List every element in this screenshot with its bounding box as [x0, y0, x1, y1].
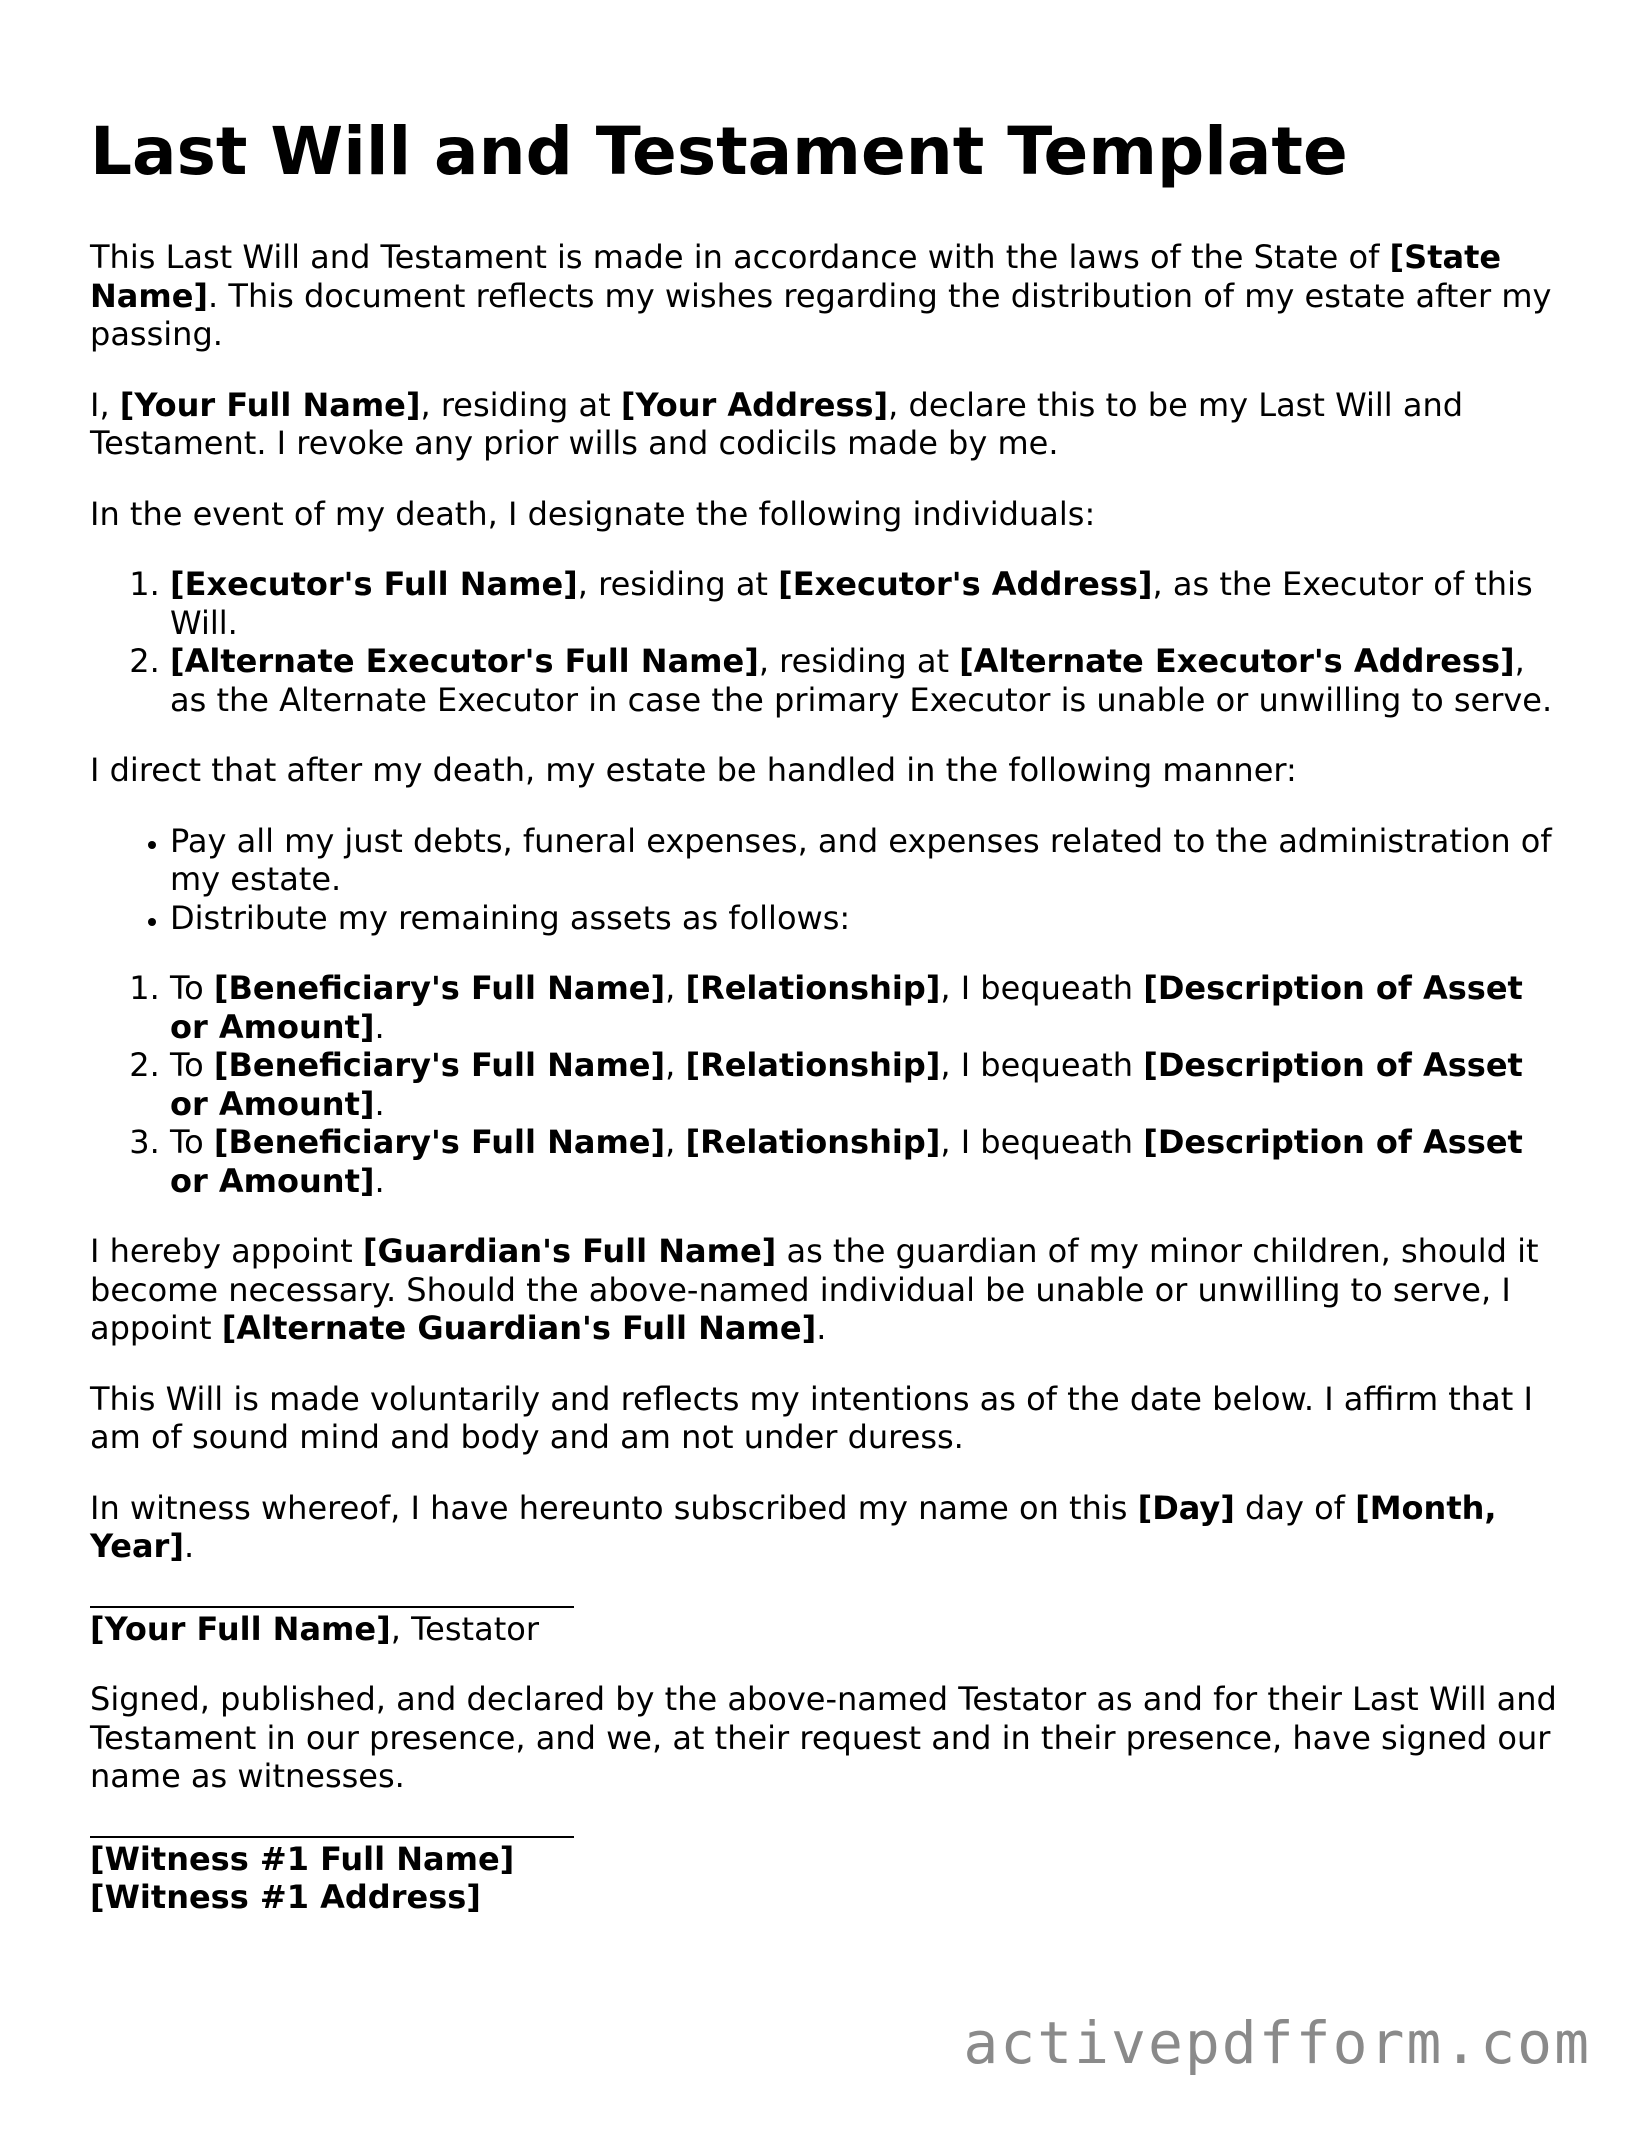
your-address-placeholder: [Your Address] [620, 385, 889, 424]
guardian-text: . [816, 1309, 827, 1347]
executor-address-placeholder: [Executor's Address] [778, 565, 1153, 603]
alternate-executor-text: , residing at [758, 642, 960, 680]
asset-description-placeholder: [Description of Asset or Amount] [170, 969, 1523, 1046]
testator-signature-block [90, 1606, 1560, 1649]
executor-name-placeholder: [Executor's Full Name] [170, 565, 578, 603]
document-title: Last Will and Testament Template [90, 113, 1348, 190]
designate-paragraph: In the event of my death, I designate the following individuals: [90, 494, 1096, 533]
witness1-address-text: [Witness #1 Address] [90, 1878, 481, 1916]
your-full-name-placeholder: [Your Full Name] [119, 385, 421, 424]
bequest-text: , I bequeath [940, 1123, 1144, 1161]
witness1-signature-line [90, 1836, 574, 1838]
intro-paragraph [90, 238, 1560, 354]
witness1-name-placeholder [90, 1840, 1560, 1879]
asset-description-placeholder: [Description of Asset or Amount] [170, 1123, 1523, 1200]
witness1-name-text: [Witness #1 Full Name] [90, 1839, 515, 1878]
watermark: activepdfform.com [963, 2009, 1591, 2077]
bequest-text: , I bequeath [940, 1046, 1144, 1084]
document-body [90, 112, 1560, 1949]
alternate-executor-item [170, 642, 1560, 719]
asset-description-placeholder: [Description of Asset or Amount] [170, 1046, 1523, 1123]
testator-label: , Testator [390, 1609, 539, 1648]
guardian-text: as the guardian of my minor children, should it become necessary. Should the above-named individual be unable or unwilling to serve, I appoint [90, 1232, 1539, 1347]
guardian-paragraph [90, 1232, 1560, 1348]
beneficiary-name-placeholder: [Beneficiary's Full Name] [213, 969, 666, 1007]
attestation-paragraph: Signed, published, and declared by the above-named Testator as and for their Last Will and Testament in our presence, and we, at their request and in their presence, have signed our name as witnesses. [90, 1680, 1557, 1795]
declaration-paragraph [90, 386, 1560, 463]
testator-name-placeholder: [Your Full Name] [90, 1609, 391, 1648]
witness-whereof-text: . [183, 1527, 195, 1565]
bequest-text: To [170, 1046, 214, 1084]
executor-text: , as the Executor of this Will. [170, 565, 1533, 642]
bequest-text: To [170, 1123, 214, 1161]
alternate-guardian-name-placeholder: [Alternate Guardian's Full Name] [221, 1309, 817, 1347]
bequest-text: , [665, 1046, 686, 1084]
executor-list [90, 565, 1560, 719]
estate-instructions-list [90, 822, 1560, 938]
bequest-text: , I bequeath [940, 969, 1144, 1007]
declaration-text-end: , declare this to be my Last Will and Testament. I revoke any prior wills and codicils made by me. [90, 385, 1464, 462]
testator-signature-caption [90, 1610, 1560, 1649]
intro-text-end: . This document reflects my wishes regarding the distribution of my estate after my passing. [90, 276, 1552, 353]
voluntary-paragraph: This Will is made voluntarily and reflects my intentions as of the date below. I affirm that I am of sound mind and body and am not under duress. [90, 1379, 1533, 1456]
guardian-name-placeholder: [Guardian's Full Name] [362, 1232, 777, 1270]
bequest-text: . [374, 1084, 385, 1123]
relationship-placeholder: [Relationship] [685, 1046, 941, 1084]
executor-item [170, 565, 1560, 642]
bequest-item [170, 1046, 1560, 1123]
guardian-text: I hereby appoint [90, 1232, 363, 1270]
beneficiary-name-placeholder: [Beneficiary's Full Name] [213, 1046, 666, 1084]
executor-text: , residing at [577, 565, 779, 603]
witness1-signature-block [90, 1836, 1560, 1917]
alternate-executor-text: , as the Alternate Executor in case the primary Executor is unable or unwilling to serve. [170, 642, 1553, 719]
list-item: • Distribute my remaining assets as follows: [170, 899, 1560, 938]
witness-whereof-text: In witness whereof, I have hereunto subscribed my name on this [90, 1488, 1138, 1527]
state-name-placeholder: [State Name] [90, 238, 1502, 315]
bequest-text: . [374, 1161, 385, 1200]
bequest-item [170, 969, 1560, 1046]
declaration-text: I, [90, 385, 120, 424]
witness-whereof-text: day of [1234, 1488, 1356, 1527]
month-year-placeholder: [Month, Year] [90, 1488, 1497, 1565]
alternate-executor-name-placeholder: [Alternate Executor's Full Name] [170, 642, 759, 680]
witness1-address-placeholder [90, 1878, 1560, 1917]
bequest-text: To [170, 969, 214, 1007]
bequest-text: , [665, 969, 686, 1007]
testator-signature-line [90, 1606, 574, 1608]
declaration-text: , residing at [420, 385, 621, 424]
intro-text: This Last Will and Testament is made in accordance with the laws of the State of [90, 238, 1390, 276]
bequest-list [90, 969, 1560, 1200]
relationship-placeholder: [Relationship] [685, 969, 941, 1007]
direct-paragraph: I direct that after my death, my estate be handled in the following manner: [90, 751, 1297, 789]
list-item: • Pay all my just debts, funeral expenses, and expenses related to the administration of my estate. [170, 822, 1560, 899]
relationship-placeholder: [Relationship] [685, 1123, 941, 1161]
beneficiary-name-placeholder: [Beneficiary's Full Name] [213, 1123, 666, 1161]
alternate-executor-address-placeholder: [Alternate Executor's Address] [959, 642, 1515, 680]
witness-whereof-paragraph [90, 1489, 1560, 1566]
day-placeholder: [Day] [1137, 1488, 1235, 1527]
bequest-text: . [374, 1007, 385, 1046]
bequest-text: , [665, 1123, 686, 1161]
bequest-item [170, 1123, 1560, 1200]
